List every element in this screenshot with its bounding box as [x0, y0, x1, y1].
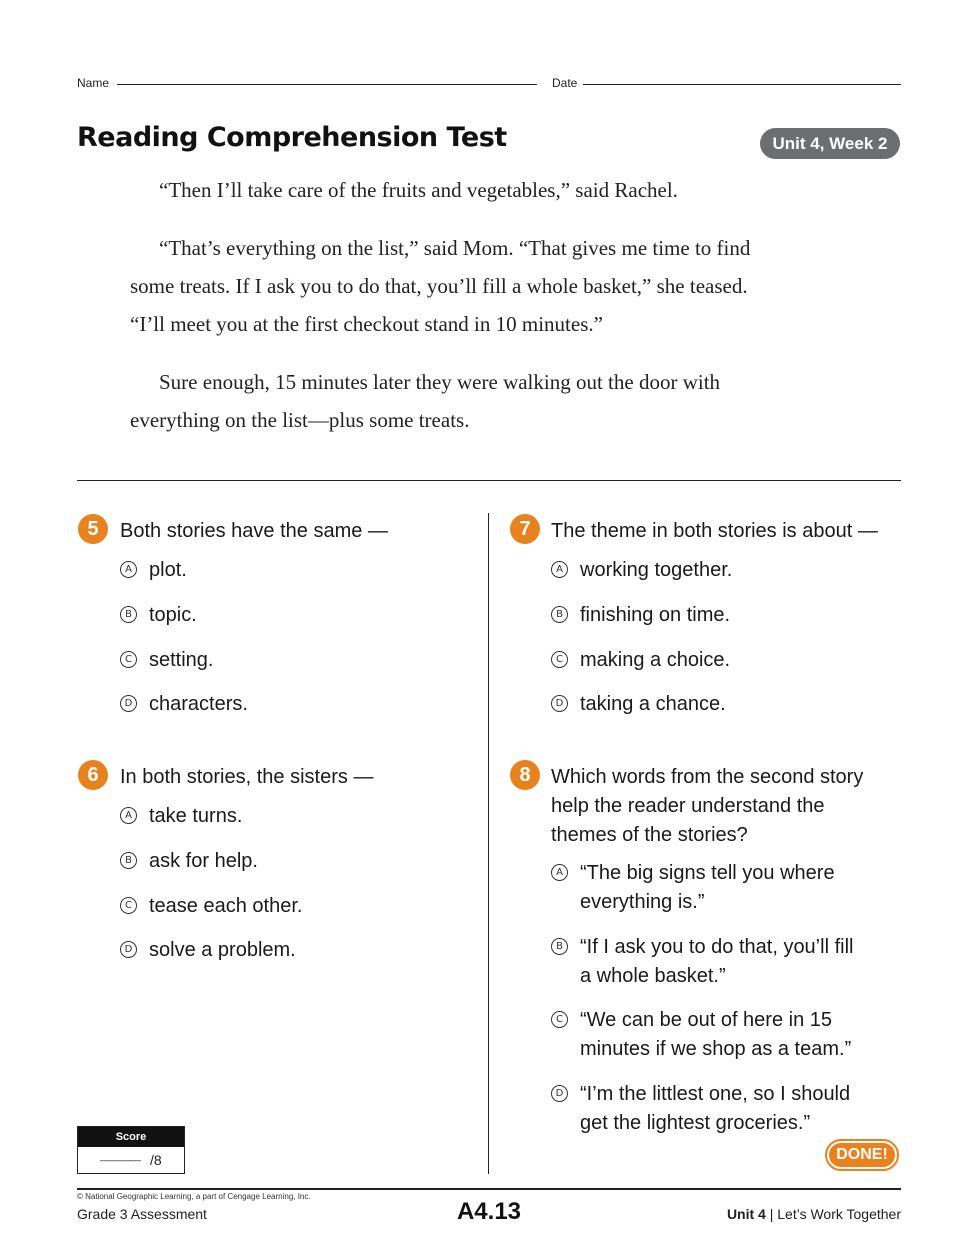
passage [130, 0, 910, 450]
score-blank[interactable]: ________ [100, 1151, 141, 1162]
option-text: topic. [149, 604, 197, 626]
done-badge [825, 1139, 899, 1171]
passage-paragraph-2-line-3: “I’ll meet you at the first checkout stand in 10 minutes.” [130, 312, 603, 336]
option-letter-b-icon[interactable]: B [551, 606, 568, 623]
grade-label: Grade 3 Assessment [77, 1206, 207, 1222]
question-text: The theme in both stories is about — [551, 520, 878, 542]
question-number-badge: 8 [510, 760, 540, 790]
done-label: DONE! [829, 1143, 895, 1167]
option-letter-b-icon[interactable]: B [120, 606, 137, 623]
passage-paragraph-2-line-2: some treats. If I ask you to do that, you’ll fill a whole basket,” she teased. [130, 274, 748, 298]
option-letter-a-icon[interactable]: A [120, 561, 137, 578]
unit-footer [727, 1206, 901, 1222]
passage-paragraph-2-line-1: “That’s everything on the list,” said Mom. “That gives me time to find [159, 236, 751, 260]
unit-separator: | [765, 1206, 778, 1222]
question-text-line-2: help the reader understand the [551, 795, 825, 817]
option-text-line-1: “The big signs tell you where [580, 862, 835, 884]
section-divider [77, 480, 901, 481]
option-letter-d-icon[interactable]: D [551, 1085, 568, 1102]
copyright-text: © National Geographic Learning, a part of Cengage Learning, Inc. [77, 1192, 311, 1201]
score-box [77, 1126, 185, 1174]
page-title: Reading Comprehension Test [77, 122, 507, 153]
option-text: tease each other. [149, 895, 303, 917]
option-letter-c-icon[interactable]: C [551, 1011, 568, 1028]
column-divider [488, 513, 489, 1174]
option-text-line-2: everything is.” [580, 891, 705, 913]
option-letter-d-icon[interactable]: D [120, 695, 137, 712]
unit-badge: Unit 4, Week 2 [760, 128, 900, 159]
question-number-badge: 7 [510, 514, 540, 544]
passage-paragraph-3-line-2: everything on the list—plus some treats. [130, 408, 470, 432]
date-label: Date [552, 76, 578, 90]
option-letter-b-icon[interactable]: B [120, 852, 137, 869]
question-text-line-1: Which words from the second story [551, 766, 864, 788]
option-text-line-1: “We can be out of here in 15 [580, 1009, 833, 1031]
score-label: Score [78, 1127, 184, 1147]
option-text: ask for help. [149, 850, 258, 872]
option-letter-c-icon[interactable]: C [120, 651, 137, 668]
unit-title: Let’s Work Together [777, 1206, 901, 1222]
option-letter-d-icon[interactable]: D [551, 695, 568, 712]
option-text-line-2: minutes if we shop as a team.” [580, 1038, 852, 1060]
option-text-line-2: get the lightest groceries.” [580, 1112, 811, 1134]
name-label: Name [77, 76, 110, 90]
option-text: taking a chance. [580, 693, 726, 715]
question-number-badge: 6 [78, 760, 108, 790]
option-letter-a-icon[interactable]: A [551, 864, 568, 881]
footer-rule [77, 1188, 901, 1190]
option-text: take turns. [149, 805, 243, 827]
page-code: A4.13 [456, 1198, 522, 1225]
option-letter-c-icon[interactable]: C [551, 651, 568, 668]
score-field[interactable] [78, 1147, 184, 1173]
passage-paragraph-3-line-1: Sure enough, 15 minutes later they were walking out the door with [159, 370, 721, 394]
option-text-line-2: a whole basket.” [580, 965, 726, 987]
option-letter-c-icon[interactable]: C [120, 897, 137, 914]
score-total: /8 [150, 1152, 162, 1168]
option-letter-d-icon[interactable]: D [120, 941, 137, 958]
option-text: solve a problem. [149, 939, 296, 961]
question-text: Both stories have the same — [120, 520, 388, 542]
option-text: making a choice. [580, 649, 731, 671]
option-text: finishing on time. [580, 604, 731, 626]
option-letter-a-icon[interactable]: A [120, 807, 137, 824]
option-text-line-1: “I’m the littlest one, so I should [580, 1083, 851, 1105]
question-number-badge: 5 [78, 514, 108, 544]
option-text: working together. [580, 559, 733, 581]
option-text: characters. [149, 693, 248, 715]
option-letter-a-icon[interactable]: A [551, 561, 568, 578]
option-text: plot. [149, 559, 187, 581]
option-letter-b-icon[interactable]: B [551, 938, 568, 955]
option-text: setting. [149, 649, 214, 671]
question-text-line-3: themes of the stories? [551, 824, 748, 846]
option-text-line-1: “If I ask you to do that, you’ll fill [580, 936, 854, 958]
question-text: In both stories, the sisters — [120, 766, 374, 788]
unit-number: Unit 4 [726, 1206, 766, 1222]
passage-paragraph-1: “Then I’ll take care of the fruits and vegetables,” said Rachel. [159, 178, 678, 202]
